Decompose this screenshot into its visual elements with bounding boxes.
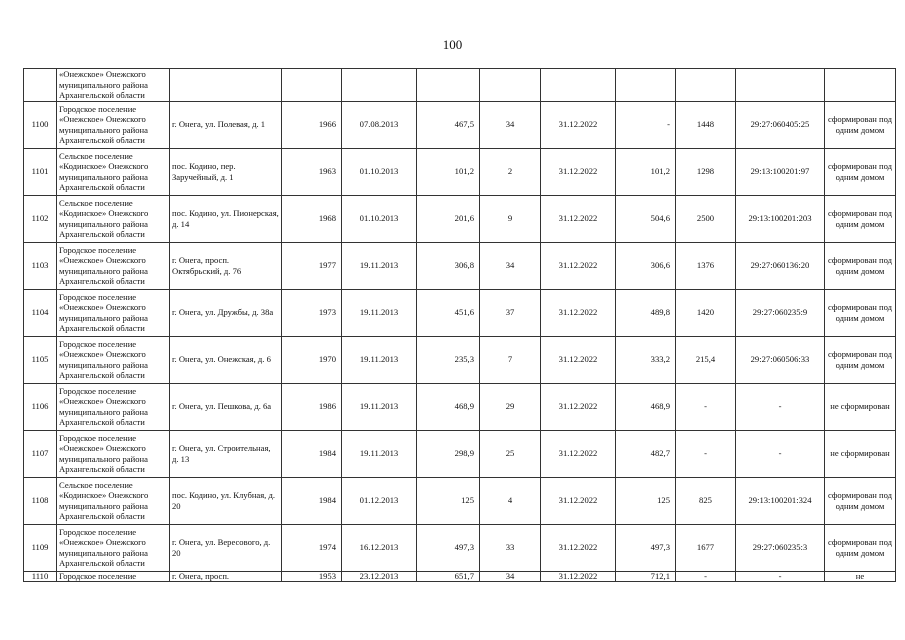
cell-area-2: 504,6 bbox=[616, 195, 676, 242]
cell-residents: 4 bbox=[480, 477, 541, 524]
cell-planned-date: 31.12.2022 bbox=[541, 148, 616, 195]
cell-address: г. Онега, просп. Октябрьский, д. 76 bbox=[170, 242, 282, 289]
cell-no: 1104 bbox=[24, 289, 57, 336]
cell-no: 1105 bbox=[24, 336, 57, 383]
cell-address: г. Онега, ул. Дружбы, д. 38а bbox=[170, 289, 282, 336]
cell-residents: 34 bbox=[480, 571, 541, 581]
cell-planned-date: 31.12.2022 bbox=[541, 477, 616, 524]
cell-registration-date: 16.12.2013 bbox=[342, 524, 417, 571]
cell-planned-date: 31.12.2022 bbox=[541, 524, 616, 571]
cell-residents bbox=[480, 69, 541, 102]
cell-address: пос. Кодино, пер. Заручейный, д. 1 bbox=[170, 148, 282, 195]
cell-residents: 33 bbox=[480, 524, 541, 571]
cell-municipality: «Онежское» Онежского муниципального района Архангельской области bbox=[57, 69, 170, 102]
cell-planned-date: 31.12.2022 bbox=[541, 242, 616, 289]
cell-land-status bbox=[825, 69, 896, 102]
cell-registration-date: 01.10.2013 bbox=[342, 195, 417, 242]
cell-year-built: 1973 bbox=[282, 289, 342, 336]
cell-cadastral-number: - bbox=[736, 571, 825, 581]
cell-land-area: 1420 bbox=[676, 289, 736, 336]
cell-cadastral-number: 29:27:060235:9 bbox=[736, 289, 825, 336]
cell-area-2: 306,6 bbox=[616, 242, 676, 289]
table-row bbox=[24, 242, 896, 289]
cell-cadastral-number bbox=[736, 69, 825, 102]
cell-cadastral-number: 29:27:060506:33 bbox=[736, 336, 825, 383]
cell-residents: 25 bbox=[480, 430, 541, 477]
cell-residents: 29 bbox=[480, 383, 541, 430]
cell-area-2: 101,2 bbox=[616, 148, 676, 195]
cell-no: 1101 bbox=[24, 148, 57, 195]
cell-residents: 34 bbox=[480, 101, 541, 148]
cell-area-2: 712,1 bbox=[616, 571, 676, 581]
cell-registration-date: 01.12.2013 bbox=[342, 477, 417, 524]
table-row bbox=[24, 101, 896, 148]
table-row bbox=[24, 336, 896, 383]
cell-land-area bbox=[676, 69, 736, 102]
cell-land-area: 825 bbox=[676, 477, 736, 524]
cell-no: 1102 bbox=[24, 195, 57, 242]
cell-planned-date: 31.12.2022 bbox=[541, 195, 616, 242]
cell-land-status: сформирован под одним домом bbox=[825, 477, 896, 524]
cell-area: 298,9 bbox=[417, 430, 480, 477]
cell-registration-date: 07.08.2013 bbox=[342, 101, 417, 148]
cell-address: г. Онега, просп. bbox=[170, 571, 282, 581]
cell-residents: 9 bbox=[480, 195, 541, 242]
cell-land-status: не сформирован bbox=[825, 383, 896, 430]
cell-area: 306,8 bbox=[417, 242, 480, 289]
cell-address: пос. Кодино, ул. Клубная, д. 20 bbox=[170, 477, 282, 524]
cell-planned-date: 31.12.2022 bbox=[541, 430, 616, 477]
housing-register-table bbox=[23, 68, 896, 582]
cell-cadastral-number: 29:13:100201:97 bbox=[736, 148, 825, 195]
cell-land-area: 1677 bbox=[676, 524, 736, 571]
cell-address: пос. Кодино, ул. Пионерская, д. 14 bbox=[170, 195, 282, 242]
cell-planned-date: 31.12.2022 bbox=[541, 289, 616, 336]
cell-planned-date: 31.12.2022 bbox=[541, 383, 616, 430]
cell-no: 1107 bbox=[24, 430, 57, 477]
cell-municipality: Сельское поселение «Кодинское» Онежского муниципального района Архангельской области bbox=[57, 195, 170, 242]
cell-land-area: - bbox=[676, 430, 736, 477]
cell-area: 201,6 bbox=[417, 195, 480, 242]
cell-no: 1100 bbox=[24, 101, 57, 148]
cell-municipality: Сельское поселение «Кодинское» Онежского муниципального района Архангельской области bbox=[57, 477, 170, 524]
cell-municipality: Городское поселение «Онежское» Онежского муниципального района Архангельской области bbox=[57, 336, 170, 383]
cell-year-built: 1968 bbox=[282, 195, 342, 242]
table-row bbox=[24, 477, 896, 524]
table-row bbox=[24, 571, 896, 581]
cell-area-2: 497,3 bbox=[616, 524, 676, 571]
cell-address: г. Онега, ул. Вересового, д. 20 bbox=[170, 524, 282, 571]
cell-cadastral-number: 29:13:100201:203 bbox=[736, 195, 825, 242]
table-row bbox=[24, 289, 896, 336]
cell-area-2: - bbox=[616, 101, 676, 148]
cell-land-area: - bbox=[676, 571, 736, 581]
cell-area-2: 489,8 bbox=[616, 289, 676, 336]
cell-land-status: сформирован под одним домом bbox=[825, 242, 896, 289]
cell-residents: 37 bbox=[480, 289, 541, 336]
cell-residents: 34 bbox=[480, 242, 541, 289]
cell-municipality: Городское поселение bbox=[57, 571, 170, 581]
cell-area: 467,5 bbox=[417, 101, 480, 148]
cell-planned-date: 31.12.2022 bbox=[541, 336, 616, 383]
cell-area-2 bbox=[616, 69, 676, 102]
cell-no: 1106 bbox=[24, 383, 57, 430]
cell-land-area: 1298 bbox=[676, 148, 736, 195]
cell-land-area: 1376 bbox=[676, 242, 736, 289]
table-row bbox=[24, 148, 896, 195]
cell-no: 1109 bbox=[24, 524, 57, 571]
cell-land-area: 215,4 bbox=[676, 336, 736, 383]
page-number: 100 bbox=[442, 37, 463, 52]
cell-no: 1108 bbox=[24, 477, 57, 524]
cell-cadastral-number: 29:27:060136:20 bbox=[736, 242, 825, 289]
cell-area: 451,6 bbox=[417, 289, 480, 336]
cell-municipality: Городское поселение «Онежское» Онежского муниципального района Архангельской области bbox=[57, 383, 170, 430]
cell-land-area: 1448 bbox=[676, 101, 736, 148]
cell-year-built: 1986 bbox=[282, 383, 342, 430]
cell-year-built: 1974 bbox=[282, 524, 342, 571]
cell-address: г. Онега, ул. Строительная, д. 13 bbox=[170, 430, 282, 477]
cell-land-status: не bbox=[825, 571, 896, 581]
cell-no: 1110 bbox=[24, 571, 57, 581]
cell-registration-date: 01.10.2013 bbox=[342, 148, 417, 195]
cell-municipality: Городское поселение «Онежское» Онежского муниципального района Архангельской области bbox=[57, 101, 170, 148]
cell-year-built bbox=[282, 69, 342, 102]
table-row bbox=[24, 524, 896, 571]
cell-land-area: 2500 bbox=[676, 195, 736, 242]
cell-land-status: сформирован под одним домом bbox=[825, 148, 896, 195]
cell-municipality: Городское поселение «Онежское» Онежского муниципального района Архангельской области bbox=[57, 289, 170, 336]
cell-residents: 2 bbox=[480, 148, 541, 195]
cell-address bbox=[170, 69, 282, 102]
cell-cadastral-number: 29:27:060405:25 bbox=[736, 101, 825, 148]
cell-area: 651,7 bbox=[417, 571, 480, 581]
cell-year-built: 1953 bbox=[282, 571, 342, 581]
cell-year-built: 1984 bbox=[282, 477, 342, 524]
cell-address: г. Онега, ул. Пешкова, д. 6а bbox=[170, 383, 282, 430]
cell-area: 468,9 bbox=[417, 383, 480, 430]
cell-area-2: 468,9 bbox=[616, 383, 676, 430]
cell-land-status: сформирован под одним домом bbox=[825, 336, 896, 383]
cell-registration-date bbox=[342, 69, 417, 102]
cell-registration-date: 19.11.2013 bbox=[342, 430, 417, 477]
cell-planned-date: 31.12.2022 bbox=[541, 101, 616, 148]
cell-residents: 7 bbox=[480, 336, 541, 383]
table-body bbox=[24, 69, 896, 582]
cell-area-2: 482,7 bbox=[616, 430, 676, 477]
cell-address: г. Онега, ул. Полевая, д. 1 bbox=[170, 101, 282, 148]
cell-area-2: 333,2 bbox=[616, 336, 676, 383]
cell-planned-date: 31.12.2022 bbox=[541, 571, 616, 581]
cell-year-built: 1984 bbox=[282, 430, 342, 477]
cell-cadastral-number: 29:27:060235:3 bbox=[736, 524, 825, 571]
cell-no: 1103 bbox=[24, 242, 57, 289]
cell-cadastral-number: - bbox=[736, 430, 825, 477]
cell-cadastral-number: - bbox=[736, 383, 825, 430]
table-row bbox=[24, 430, 896, 477]
cell-area-2: 125 bbox=[616, 477, 676, 524]
cell-area: 235,3 bbox=[417, 336, 480, 383]
cell-registration-date: 19.11.2013 bbox=[342, 242, 417, 289]
cell-registration-date: 19.11.2013 bbox=[342, 336, 417, 383]
table-row bbox=[24, 69, 896, 102]
cell-municipality: Городское поселение «Онежское» Онежского муниципального района Архангельской области bbox=[57, 430, 170, 477]
cell-land-status: сформирован под одним домом bbox=[825, 195, 896, 242]
table-row bbox=[24, 383, 896, 430]
cell-year-built: 1977 bbox=[282, 242, 342, 289]
cell-area: 101,2 bbox=[417, 148, 480, 195]
cell-land-status: сформирован под одним домом bbox=[825, 289, 896, 336]
cell-area: 497,3 bbox=[417, 524, 480, 571]
cell-address: г. Онега, ул. Онежская, д. 6 bbox=[170, 336, 282, 383]
cell-municipality: Городское поселение «Онежское» Онежского муниципального района Архангельской области bbox=[57, 242, 170, 289]
cell-year-built: 1963 bbox=[282, 148, 342, 195]
cell-no bbox=[24, 69, 57, 102]
cell-municipality: Городское поселение «Онежское» Онежского муниципального района Архангельской области bbox=[57, 524, 170, 571]
cell-land-area: - bbox=[676, 383, 736, 430]
cell-land-status: сформирован под одним домом bbox=[825, 101, 896, 148]
table-row bbox=[24, 195, 896, 242]
cell-planned-date bbox=[541, 69, 616, 102]
cell-land-status: не сформирован bbox=[825, 430, 896, 477]
cell-municipality: Сельское поселение «Кодинское» Онежского муниципального района Архангельской области bbox=[57, 148, 170, 195]
cell-area bbox=[417, 69, 480, 102]
cell-cadastral-number: 29:13:100201:324 bbox=[736, 477, 825, 524]
cell-year-built: 1966 bbox=[282, 101, 342, 148]
cell-land-status: сформирован под одним домом bbox=[825, 524, 896, 571]
cell-year-built: 1970 bbox=[282, 336, 342, 383]
cell-registration-date: 23.12.2013 bbox=[342, 571, 417, 581]
cell-registration-date: 19.11.2013 bbox=[342, 383, 417, 430]
cell-area: 125 bbox=[417, 477, 480, 524]
cell-registration-date: 19.11.2013 bbox=[342, 289, 417, 336]
